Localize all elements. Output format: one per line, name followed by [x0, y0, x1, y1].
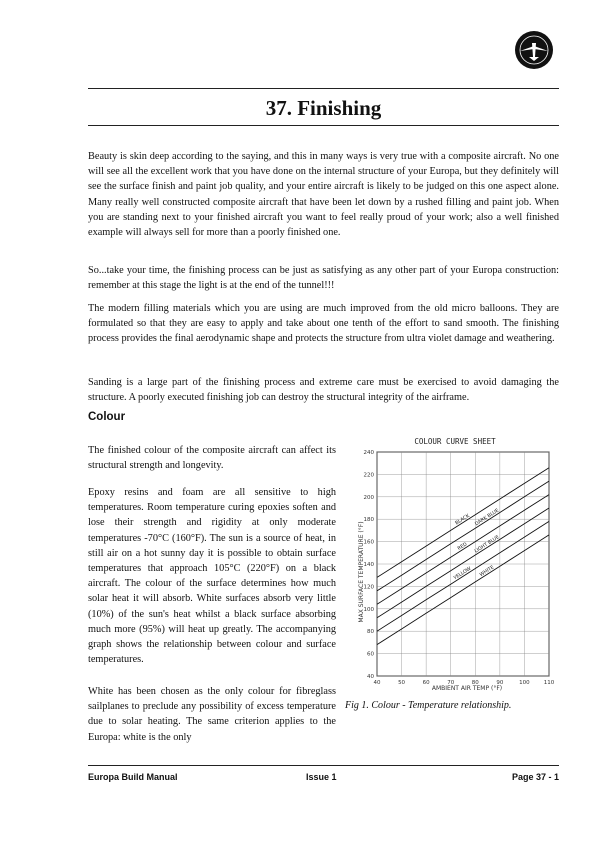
- y-tick-label: 240: [363, 450, 374, 456]
- white-colour-paragraph: White has been chosen as the only colour for fibreglass sailplanes to preclude any possibility of excess temperature due to solar heating. The same criterion applies to the Europa: white is the only: [88, 686, 336, 743]
- colour-heading: Colour: [88, 411, 126, 423]
- series-label: BLACK: [454, 513, 471, 527]
- sanding-paragraph: Sanding is a large part of the finishing process and extreme care must be exercised to avoid damaging the structure. A poorly executed finishing job can destroy the structural integrity of the airframe.: [88, 377, 559, 404]
- intro-paragraph: Beauty is skin deep according to the saying, and this in many ways is very true with a composite aircraft. No one will see all the excellent work that you have done on the internal structure of your Europa, but they definitely will see the surface finish and paint job quality, and your entire aircraft is likely to be judged on this one aspect alone. Many really well constructed composite aircraft that have been let down by a rushed filling and paint job. When you are standing next to your finished aircraft you want to feel really proud of your work; also a well finished example will always sell for more than a poorly finished one.: [88, 151, 559, 239]
- y-tick-label: 160: [363, 539, 374, 546]
- series-label: DARK BLUE: [474, 508, 501, 528]
- series-line: [377, 535, 549, 645]
- y-tick-label: 140: [363, 562, 374, 568]
- series-line: [377, 508, 549, 618]
- y-tick-label: 220: [363, 472, 374, 479]
- take-time-paragraph: So...take your time, the finishing process can be just as satisfying as any other part of your Europa construction: remember at this stage the light is at the end of the tunnel!!!: [88, 265, 559, 292]
- x-tick-label: 70: [447, 680, 455, 686]
- series-label: RED: [457, 542, 469, 552]
- materials-paragraph: The modern filling materials which you are using are much improved from the old micro balloons. They are formulated so that they are easy to apply and take about one tenth of the effort to sand smooth. The finishing process provides the final aerodynamic shape and protects the structure from ultra violet damage and weathering.: [88, 303, 559, 345]
- colour-intro-paragraph: The finished colour of the composite aircraft can affect its structural strength and longevity.: [88, 445, 336, 472]
- x-tick-label: 90: [496, 680, 504, 686]
- x-tick-label: 60: [422, 680, 430, 686]
- footer-issue: Issue 1: [306, 772, 337, 782]
- epoxy-paragraph: Epoxy resins and foam are all sensitive to high temperatures. Room temperature curing epoxies soften and lose their strength and rigidity at only moderate temperatures -70°C (160°F). The sun is a source of heat, in still air on a hot sunny day it is possible to obtain surface temperatures that approach 105°C (220°F) on a black aircraft. The colour of the surface determines how much solar heat it will absorb. White surfaces absorb very little (10%) of the sun's heat whilst a black surface absorbing much more (95%) will heat up greatly. The accompanying graph shows the relationship between colour and surface temperatures.: [88, 487, 336, 666]
- y-tick-label: 40: [367, 674, 374, 680]
- colour-temperature-chart: [345, 432, 559, 702]
- y-tick-label: 100: [363, 606, 374, 613]
- y-tick-label: 180: [363, 517, 374, 524]
- figure-caption: Fig 1. Colour - Temperature relationship.: [345, 700, 512, 711]
- x-tick-label: 110: [543, 680, 555, 686]
- y-axis-label: MAX SURFACE TEMPERATURE (°F): [358, 521, 365, 623]
- y-tick-label: 80: [367, 629, 374, 636]
- y-tick-label: 120: [363, 584, 374, 591]
- footer-rule: [88, 765, 559, 766]
- footer-manual-name: Europa Build Manual: [88, 772, 178, 782]
- x-tick-label: 40: [373, 680, 381, 686]
- title-rule: [88, 125, 559, 126]
- header-rule: [88, 88, 559, 89]
- x-tick-label: 80: [471, 680, 479, 686]
- series-label: YELLOW: [453, 566, 473, 582]
- x-tick-label: 100: [519, 680, 530, 686]
- chart-title: COLOUR CURVE SHEET: [414, 437, 496, 446]
- x-tick-label: 50: [398, 680, 406, 686]
- y-tick-label: 60: [367, 651, 374, 658]
- series-label: WHITE: [479, 565, 496, 579]
- x-axis-label: AMBIENT AIR TEMP (°F): [431, 685, 503, 692]
- page-title: 37. Finishing: [265, 96, 382, 120]
- series-label: LIGHT BLUE: [474, 535, 501, 555]
- y-tick-label: 200: [363, 494, 374, 501]
- footer-page-number: Page 37 - 1: [511, 772, 559, 782]
- club-emblem-icon: [514, 30, 554, 70]
- chart-canvas: [345, 432, 559, 694]
